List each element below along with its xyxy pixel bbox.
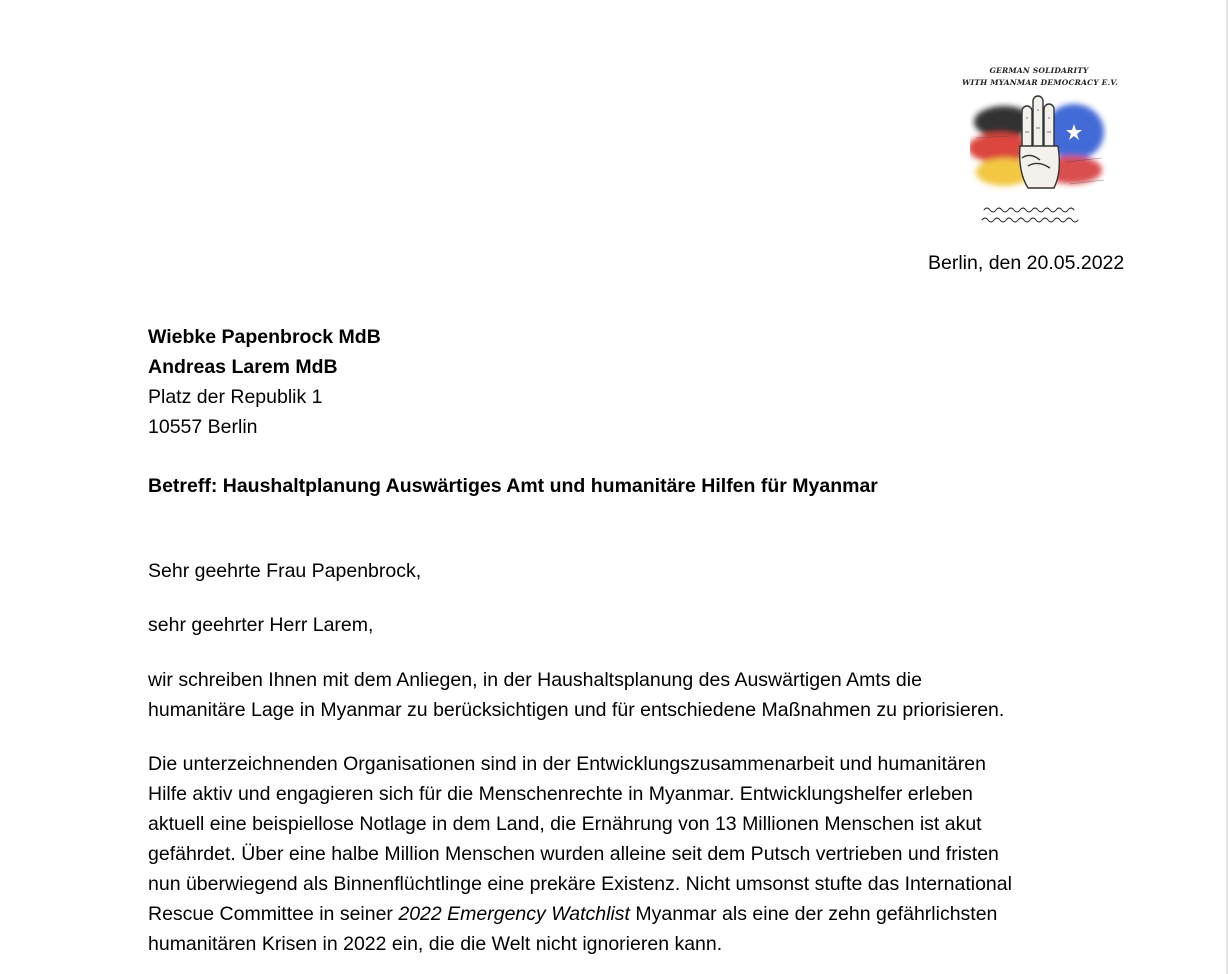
paragraph-1-line: wir schreiben Ihnen mit dem Anliegen, in der Haushaltsplanung des Auswärtigen Amts die <box>148 669 922 691</box>
salutation-line-1: Sehr geehrte Frau Papenbrock, <box>148 560 422 582</box>
place-date: Berlin, den 20.05.2022 <box>928 252 1125 274</box>
report-title-emphasis: 2022 Emergency Watchlist <box>398 903 630 925</box>
paragraph-2-line: humanitären Krisen in 2022 ein, die die Welt nicht ignorieren kann. <box>148 933 723 955</box>
logo-text-line-1: GERMAN SOLIDARITY <box>989 66 1089 75</box>
paragraph-2-line: Die unterzeichnenden Organisationen sind in der Entwicklungszusammenarbeit und humanitären <box>148 753 986 775</box>
recipient-name-2: Andreas Larem MdB <box>148 356 338 378</box>
paragraph-2-line: nun überwiegend als Binnenflüchtlinge eine prekäre Existenz. Nicht umsonst stufte das International <box>148 873 1012 895</box>
body-paragraph-2 <box>148 749 1012 959</box>
subject-line: Betreff: Haushaltplanung Auswärtiges Amt und humanitäre Hilfen für Myanmar <box>148 475 878 497</box>
recipient-address <box>148 322 381 442</box>
logo-text-line-2: WITH MYANMAR DEMOCRACY E.V. <box>962 78 1118 87</box>
burmese-script-icon <box>962 204 1116 226</box>
three-finger-salute-logo-icon <box>970 88 1108 206</box>
recipient-street: Platz der Republik 1 <box>148 386 323 408</box>
salutation-line-2: sehr geehrter Herr Larem, <box>148 614 374 636</box>
paragraph-2-line: aktuell eine beispiellose Notlage in dem Land, die Ernährung von 13 Millionen Menschen ist akut <box>148 813 982 835</box>
text-segment: Myanmar als eine der zehn gefährlichsten <box>629 903 998 925</box>
paragraph-1-line: humanitäre Lage in Myanmar zu berücksichtigen und für entschiedene Maßnahmen zu priorisieren. <box>148 699 1005 721</box>
recipient-name-1: Wiebke Papenbrock MdB <box>148 326 381 348</box>
organization-logo <box>962 60 1116 232</box>
paragraph-2-line: Hilfe aktiv und engagieren sich für die Menschenrechte in Myanmar. Entwicklungshelfer erleben <box>148 783 973 805</box>
paragraph-2-line: gefährdet. Über eine halbe Million Menschen wurden alleine seit dem Putsch vertrieben und fristen <box>148 843 999 865</box>
recipient-city: 10557 Berlin <box>148 416 258 438</box>
body-paragraph-1 <box>148 665 1004 725</box>
text-segment: Rescue Committee in seiner <box>148 903 399 925</box>
paragraph-2-line-6 <box>148 899 1012 929</box>
